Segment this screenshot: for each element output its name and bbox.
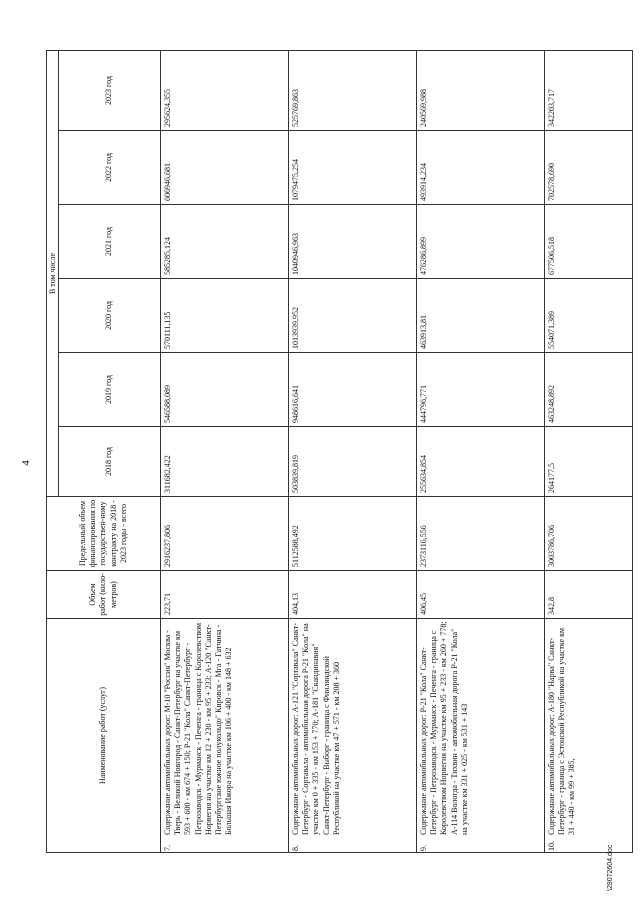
row-volume: 223,71 bbox=[161, 571, 289, 619]
header-year-2018: 2018 год bbox=[59, 427, 161, 497]
row-value-2021: 585285,124 bbox=[161, 205, 289, 279]
row-value-2023: 342203,717 bbox=[545, 51, 633, 131]
row-volume: 406,45 bbox=[417, 571, 545, 619]
row-name: Содержание автомобильных дорог: А-180 "Нарва" Санкт-Петербург - граница с Эстонской Республикой на участке км 31 + 440 - км 99 + 385, bbox=[547, 627, 577, 835]
page-number: 4 bbox=[20, 460, 32, 466]
row-number: 8. bbox=[291, 845, 300, 851]
header-year-2019: 2019 год bbox=[59, 353, 161, 427]
header-year-2023: 2023 год bbox=[59, 51, 161, 131]
file-footer: \29072604.doc bbox=[607, 844, 614, 891]
row-value-2023: 525769,863 bbox=[289, 51, 417, 131]
header-year-2020: 2020 год bbox=[59, 279, 161, 353]
table-row bbox=[161, 51, 289, 853]
row-value-2019: 444796,771 bbox=[417, 353, 545, 427]
row-value-2018: 255634,854 bbox=[417, 427, 545, 497]
table-row bbox=[545, 51, 633, 853]
financing-table bbox=[46, 50, 633, 853]
row-number: 10. bbox=[547, 841, 556, 851]
row-value-2023: 295624,355 bbox=[161, 51, 289, 131]
row-total: 3003786,706 bbox=[545, 497, 633, 571]
row-value-2019: 948616,641 bbox=[289, 353, 417, 427]
header-volume: Объем работ (кило-метров) bbox=[47, 571, 161, 619]
row-value-2022: 606946,681 bbox=[161, 131, 289, 205]
header-name: Наименование работ (услуг) bbox=[47, 619, 161, 853]
row-value-2022: 702578,690 bbox=[545, 131, 633, 205]
row-value-2021: 476286,899 bbox=[417, 205, 545, 279]
row-value-2021: 677506,518 bbox=[545, 205, 633, 279]
row-value-2020: 554071,389 bbox=[545, 279, 633, 353]
header-year-2022: 2022 год bbox=[59, 131, 161, 205]
row-total: 2373116,556 bbox=[417, 497, 545, 571]
row-value-2018: 503839,819 bbox=[289, 427, 417, 497]
table-row bbox=[417, 51, 545, 853]
row-number: 7. bbox=[163, 845, 172, 851]
row-name: Содержание автомобильных дорог: Р-21 "Кола" Санкт-Петербург - Петрозаводск - Мурманск - Печенга - граница с Королевством Норвегия на участке км 95 + 233 - км 260 + 778; А-114 Вологда - Тихвин - автомобильная дорога Р-21 "Кола" на участке км 331 + 025 - км 531 + 143 bbox=[419, 621, 469, 835]
row-value-2019: 546588,089 bbox=[161, 353, 289, 427]
row-value-2022: 493914,234 bbox=[417, 131, 545, 205]
row-value-2023: 240569,988 bbox=[417, 51, 545, 131]
row-name: Содержание автомобильных дорог: М-10 "Россия" Москва - Тверь - Великий Новгород - Санкт-Петербург на участке км 593 + 600 - км 674 + 150; Р-21 "Кола" Санкт-Петербург - Петрозаводск - Мурманск - Печенга - граница с Королевством Норвегия на участке км 12 + 230 - км 95 + 233; А-120 "Санкт-Петербургское южное полукольцо" Кировск - Мга - Гатчина - Большая Ижора на участке км 106 + 400 - км 148 + 632 bbox=[163, 622, 234, 835]
row-volume: 342,8 bbox=[545, 571, 633, 619]
rotated-sheet bbox=[0, 33, 640, 893]
row-total: 5112588,492 bbox=[289, 497, 417, 571]
row-total: 2916237,806 bbox=[161, 497, 289, 571]
row-value-2020: 570111,135 bbox=[161, 279, 289, 353]
row-value-2018: 311682,422 bbox=[161, 427, 289, 497]
row-value-2022: 1079475,254 bbox=[289, 131, 417, 205]
row-value-2019: 463248,892 bbox=[545, 353, 633, 427]
header-including: В том числе bbox=[47, 51, 59, 497]
header-year-2021: 2021 год bbox=[59, 205, 161, 279]
row-name: Содержание автомобильных дорог: А-121 "Сортавала" Санкт-Петербург - Сортавала - автомобильная дорога Р-21 "Кола" на участке км 0 + 335 - км 153 + 770; А-181 "Скандинавия" Санкт-Петербург - Выборг - граница с Финляндской Республикой на участке км 47 + 571 - км 208 + 360 bbox=[291, 623, 341, 835]
row-volume: 404,13 bbox=[289, 571, 417, 619]
row-number: 9. bbox=[419, 845, 428, 851]
table-row bbox=[289, 51, 417, 853]
row-value-2020: 463913,81 bbox=[417, 279, 545, 353]
row-value-2020: 1013939,952 bbox=[289, 279, 417, 353]
header-limit: Предельный объем финансирования по государствен-ному контракту на 2018 - 2023 годы - всего bbox=[47, 497, 161, 571]
row-value-2021: 1040946,963 bbox=[289, 205, 417, 279]
row-value-2018: 264177,5 bbox=[545, 427, 633, 497]
